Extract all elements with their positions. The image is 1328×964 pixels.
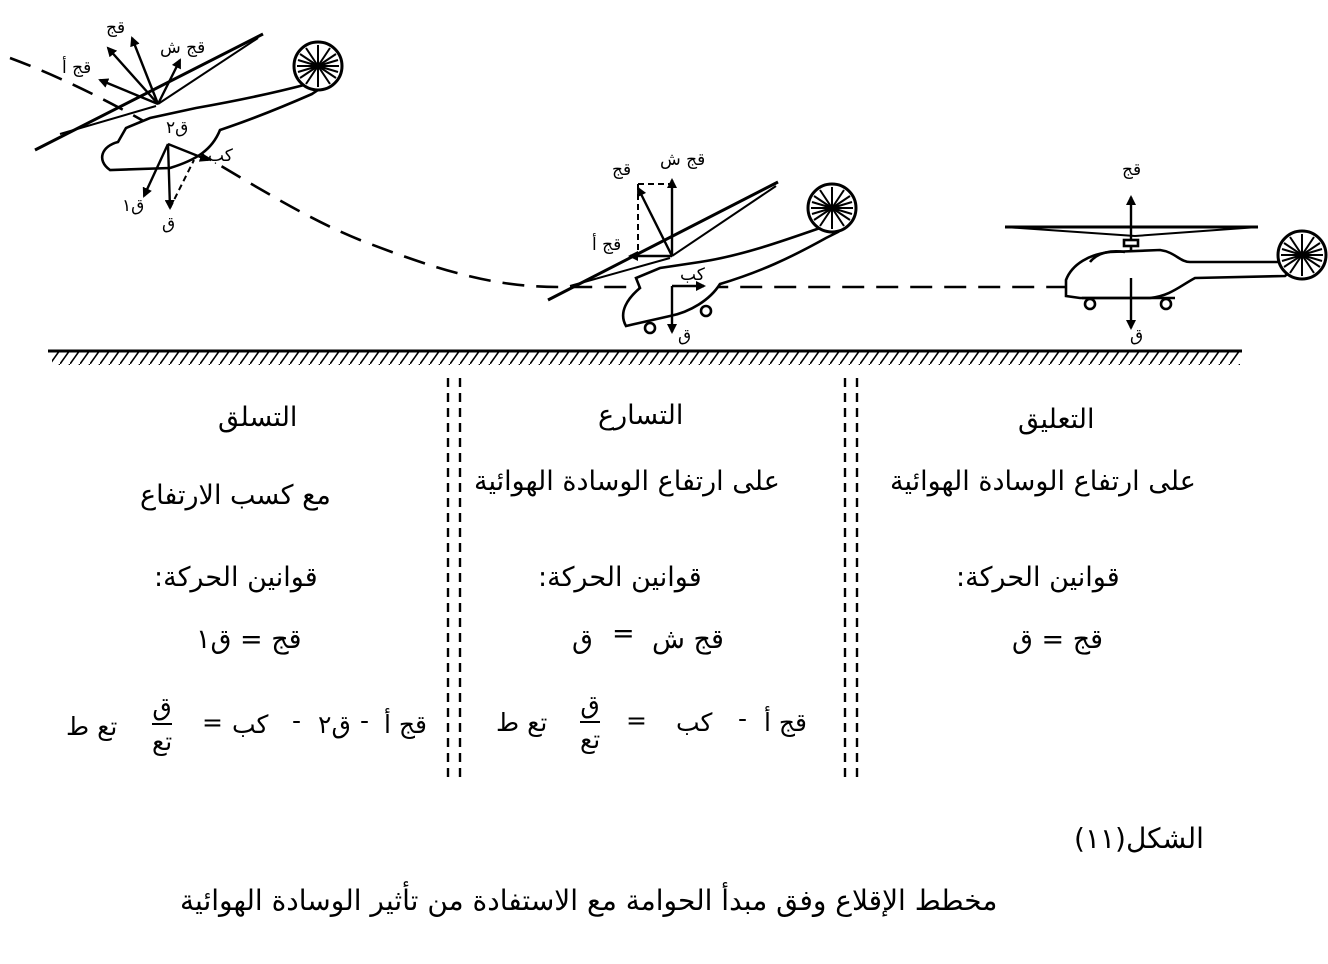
climb-eq2-eq: = xyxy=(202,708,223,737)
helicopter-hover xyxy=(1005,227,1292,309)
hover-lift-label: قج xyxy=(1122,160,1142,180)
acceleration-eq1-rhs: ق xyxy=(572,624,593,655)
acceleration-fraction xyxy=(580,692,600,752)
climb-weight1-label: ق١ xyxy=(122,196,145,216)
climb-eq2-minus2: - xyxy=(292,706,302,735)
climb-equation1: قج = ق١ xyxy=(196,624,302,655)
climb-lift-vertical-label: قج ش xyxy=(160,38,206,58)
climb-weight2-label: ق٢ xyxy=(166,118,189,138)
climb-eq2-w2: ق٢ xyxy=(318,710,351,739)
ground-line xyxy=(48,351,1242,365)
accel-lift-vertical-label: قج ش xyxy=(660,150,706,170)
accel-lift-horizontal-label: قج أ xyxy=(592,235,622,255)
acceleration-eq1-lhs: قج ش xyxy=(652,624,724,655)
hover-subtitle: على ارتفاع الوسادة الهوائية xyxy=(890,466,1196,497)
figure-caption: مخطط الإقلاع وفق مبدأ الحوامة مع الاستفادة من تأثير الوسادة الهوائية xyxy=(180,884,998,917)
climb-drag-label: كب xyxy=(208,146,233,166)
acceleration-eq1-eq: = xyxy=(612,618,635,649)
climb-eq2-lhs: قج أ xyxy=(384,710,427,739)
climb-fraction-num: ق xyxy=(152,692,172,721)
helicopter-acceleration xyxy=(548,182,838,333)
hover-title: التعليق xyxy=(1018,404,1095,435)
climb-eq2-drag: كب xyxy=(232,710,269,739)
climb-title: التسلق xyxy=(218,402,298,433)
climb-laws-label: قوانين الحركة: xyxy=(154,562,318,593)
climb-weight-label: ق xyxy=(162,214,176,234)
accel-weight-label: ق xyxy=(678,326,692,346)
climb-fraction-den: تع xyxy=(152,727,173,756)
acceleration-eq2-tail: تع ط xyxy=(496,708,548,737)
climb-fraction xyxy=(152,694,172,754)
climb-subtitle: مع كسب الارتفاع xyxy=(140,480,331,511)
accel-drag-label: كب xyxy=(680,265,705,285)
climb-lift-label: قج xyxy=(106,18,126,38)
accel-lift-label: قج xyxy=(612,160,632,180)
hover-equation: قج = ق xyxy=(1012,624,1104,655)
climb-lift-horizontal-label: قج أ xyxy=(62,58,92,78)
acceleration-title: التسارع xyxy=(598,400,684,431)
climb-eq2-minus1: - xyxy=(360,706,370,735)
figure-label: الشكل(١١) xyxy=(1074,822,1204,855)
hover-laws-label: قوانين الحركة: xyxy=(956,562,1120,593)
acceleration-eq2-eq: = xyxy=(626,706,647,735)
climb-eq2-tail: تع ط xyxy=(66,712,118,741)
acceleration-eq2-lhs: قج أ xyxy=(764,708,807,737)
hover-weight-label: ق xyxy=(1130,326,1144,346)
acceleration-eq2-minus: - xyxy=(738,704,748,733)
acceleration-subtitle: على ارتفاع الوسادة الهوائية xyxy=(474,466,780,497)
acceleration-fraction-den: تع xyxy=(580,725,601,754)
acceleration-fraction-num: ق xyxy=(580,690,600,719)
acceleration-eq2-drag: كب xyxy=(676,708,713,737)
acceleration-laws-label: قوانين الحركة: xyxy=(538,562,702,593)
